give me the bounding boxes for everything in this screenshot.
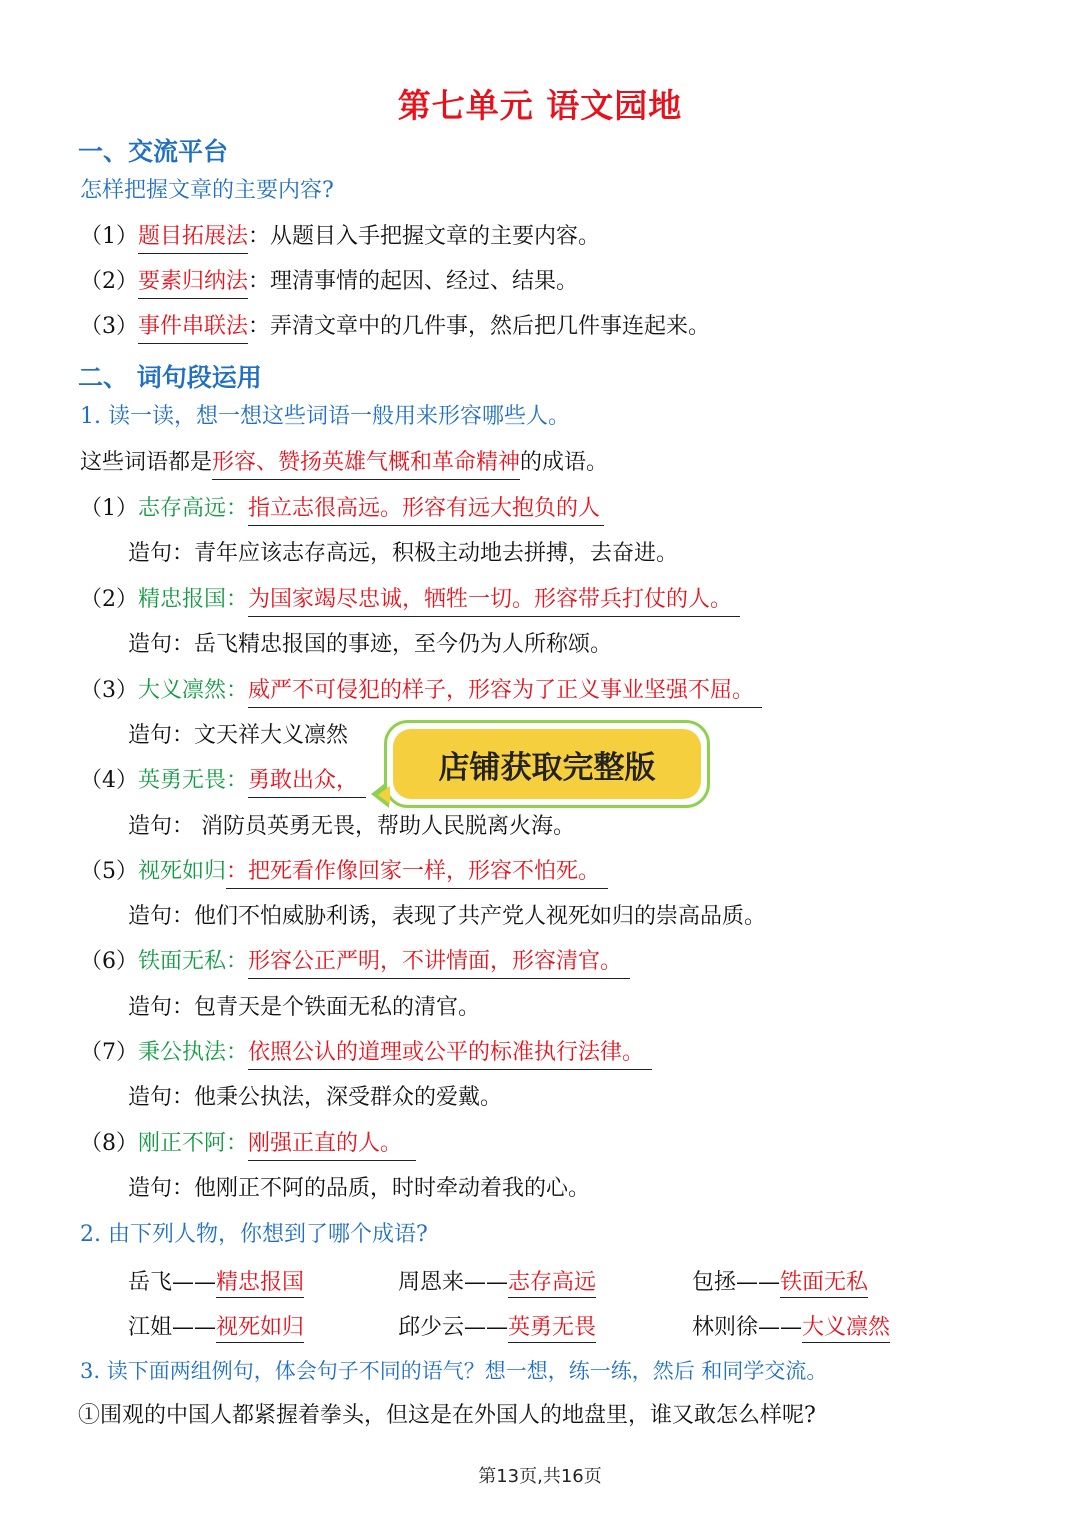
item-number: （1） [80,496,138,521]
item-colon: ： [248,314,271,339]
item-number: （1） [80,224,138,249]
idiom-example: 造句：他秉公执法，深受群众的爱戴。 [128,1085,503,1110]
idiom-example: 造句：岳飞精忠报国的事迹，至今仍为人所称颂。 [128,632,613,657]
intro-answer: 形容、赞扬英雄气概和革命精神 [212,448,520,480]
page-title: 第七单元 语文园地 [397,86,683,125]
item-number: （5） [80,859,138,884]
method-term: 要素归纳法 [138,267,248,299]
person-name: 包拯—— [692,1270,781,1295]
section-heading-exchange: 一、交流平台 [78,137,229,166]
idiom-example: 造句： 消防员英勇无畏，帮助人民脱离火海。 [128,814,575,839]
idiom-word: 英勇无畏 [138,768,227,793]
pair-idiom: 铁面无私 [780,1265,868,1298]
person-name: 江姐—— [128,1315,217,1340]
item-number: （6） [80,949,138,974]
idiom-item [80,494,604,526]
pair-idiom: 英勇无畏 [508,1310,596,1343]
promo-banner-label: 店铺获取完整版 [393,729,701,799]
method-item [80,267,578,299]
person-name: 林则徐—— [692,1315,803,1340]
intro-prefix: 这些词语都是 [80,450,213,475]
person-idiom-pair [128,1310,304,1343]
item-colon: ： [226,496,249,521]
item-number: （3） [80,314,138,339]
method-item [80,312,710,344]
item-colon: ： [248,269,271,294]
idiom-meaning: 威严不可侵犯的样子，形容为了正义事业坚强不屈。 [248,676,762,708]
idiom-item [80,857,608,889]
idiom-meaning: 形容公正严明，不讲情面，形容清官。 [248,947,630,979]
pair-idiom: 视死如归 [216,1310,304,1343]
idiom-intro [80,448,608,480]
idiom-word: 视死如归 [138,859,227,884]
person-idiom-pair [398,1310,596,1343]
page-footer: 第13页,共16页 [478,1466,602,1487]
pair-idiom: 大义凛然 [802,1310,890,1343]
item-colon: ： [226,768,249,793]
idiom-example: 造句：他们不怕威胁利诱，表现了共产党人视死如归的崇高品质。 [128,904,767,929]
idiom-meaning: 把死看作像回家一样，形容不怕死。 [248,859,601,884]
person-name: 岳飞—— [128,1270,217,1295]
method-desc: 从题目入手把握文章的主要内容。 [270,224,601,249]
question-2: 2. 由下列人物，你想到了哪个成语? [80,1222,428,1247]
example-sentence-1: ①围观的中国人都紧握着拳头，但这是在外国人的地盘里，谁又敢怎么样呢? [78,1403,816,1428]
item-colon: ： [226,1131,249,1156]
person-idiom-pair [128,1265,304,1298]
idiom-example: 造句：包青天是个铁面无私的清官。 [128,995,481,1020]
item-number: （4） [80,768,138,793]
idiom-word: 大义凛然 [138,678,227,703]
person-name: 邱少云—— [398,1315,509,1340]
item-colon: ： [226,1040,249,1065]
method-desc: 理清事情的起因、经过、结果。 [270,269,579,294]
idiom-meaning: 勇敢出众， [248,766,366,798]
person-idiom-pair [692,1265,868,1298]
idiom-meaning: 依照公认的道理或公平的标准执行法律。 [248,1038,652,1070]
item-number: （8） [80,1131,138,1156]
idiom-word: 刚正不阿 [138,1131,227,1156]
item-colon: ： [226,587,249,612]
question-1: 1. 读一读，想一想这些词语一般用来形容哪些人。 [80,404,570,429]
person-idiom-pair [692,1310,890,1343]
person-name: 周恩来—— [398,1270,509,1295]
idiom-item [80,947,630,979]
item-number: （3） [80,678,138,703]
pair-idiom: 精忠报国 [216,1265,304,1298]
idiom-example: 造句：青年应该志存高远，积极主动地去拼搏，去奋进。 [128,541,679,566]
idiom-word: 秉公执法 [138,1040,227,1065]
item-colon: ： [226,949,249,974]
idiom-item [80,1129,416,1161]
method-item [80,222,600,254]
idiom-item [80,766,366,798]
question-3: 3. 读下面两组例句，体会句子不同的语气？想一想，练一练，然后 和同学交流。 [80,1359,828,1383]
method-desc: 弄清文章中的几件事，然后把几件事连起来。 [270,314,711,339]
idiom-item [80,585,740,617]
item-colon: ： [248,224,271,249]
idiom-word: 铁面无私 [138,949,227,974]
section1-question: 怎样把握文章的主要内容? [80,178,334,203]
banner-tail-inner [378,786,390,804]
idiom-word: 精忠报国 [138,587,227,612]
idiom-meaning: 为国家竭尽忠诚，牺牲一切。形容带兵打仗的人。 [248,585,740,617]
section-heading-usage: 二、 词句段运用 [78,363,262,392]
item-number: （7） [80,1040,138,1065]
idiom-word: 志存高远 [138,496,227,521]
pair-idiom: 志存高远 [508,1265,596,1298]
method-term: 事件串联法 [138,312,248,344]
method-term: 题目拓展法 [138,222,248,254]
item-number: （2） [80,587,138,612]
promo-banner[interactable] [384,720,710,808]
idiom-item [80,676,762,708]
idiom-meaning: 指立志很高远。形容有远大抱负的人 [248,494,604,526]
idiom-example: 造句：他刚正不阿的品质，时时牵动着我的心。 [128,1176,591,1201]
idiom-meaning: 刚强正直的人。 [248,1129,416,1161]
item-colon: ： [226,859,249,884]
intro-suffix: 的成语。 [520,450,609,475]
idiom-item [80,1038,652,1070]
item-colon: ： [226,678,249,703]
idiom-example: 造句：文天祥大义凛然 [128,723,349,748]
item-number: （2） [80,269,138,294]
person-idiom-pair [398,1265,596,1298]
